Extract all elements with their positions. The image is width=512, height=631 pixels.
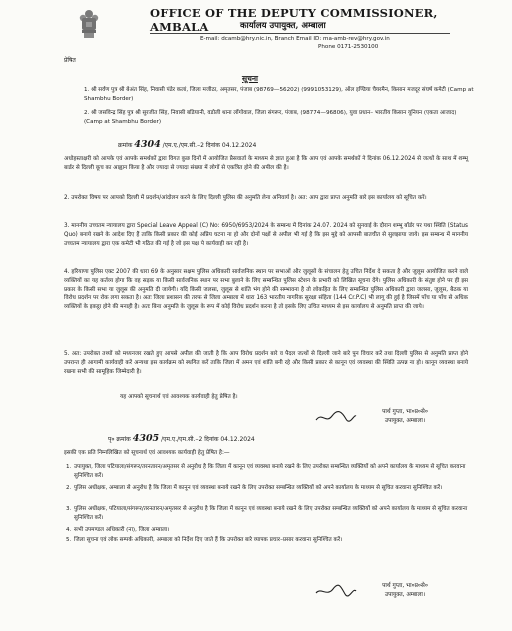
- notice-title: सूचना: [242, 74, 258, 83]
- copy-intro: इसकी एक प्रति निम्नलिखित को सूचनार्थ एवं आवश्यक कार्यवाही हेतु प्रेषित है:—: [64, 450, 230, 456]
- to-label: प्रेषित: [64, 57, 76, 64]
- reference-line-1: [118, 139, 256, 150]
- office-subtitle: कार्यालय उपायुक्त, अम्बाला: [240, 21, 326, 31]
- copy-item: 3. पुलिस अधीक्षक, पटियाला/संगरूर/तरनतारन/अमृतसर से अनुरोध है कि जिला में कानून एवं व्यवस्था बनाये रखने के लिए उपरोक्त सम्बन्धित व्यक्तियों को अपने कार्यालय के माध्यम से सूचित करवाना सुनिश्चित करें।: [66, 506, 468, 521]
- signatory-designation-2: उपायुक्त, अम्बाला।: [384, 591, 426, 598]
- office-title: OFFICE OF THE DEPUTY COMMISSIONER, AMBALA: [150, 6, 438, 34]
- signature-block: [360, 408, 450, 425]
- paragraph-2: 2. उपरोक्त विषय पर आपको दिल्ली में प्रदर्शन/आंदोलन करने के लिए दिल्ली पुलिस की अनुमति लेना अनिवार्य है। अत: आप द्वारा प्राप्त अनुमति बारे इस कार्यालय को सूचित करें।: [64, 195, 427, 201]
- reference-number: 4304: [134, 139, 161, 150]
- signatory-designation: उपायुक्त, अम्बाला।: [384, 417, 426, 424]
- paragraph-3: 3. माननीय उच्चतम न्यायालय द्वारा Special Leave Appeal (C) No: 6950/6953/2024 के सम्बन्ध में दिनांक 24.07. 2024 को सुनवाई के दौरान शम्भू बॉर्डर पर यथा स्थिति (Status Quo) बनाये रखने के आदेश दिए हैं ताकि किसी प्रकार की कोई अप्रिय घटना ना हो और दोनों पक्षों से अपील भी गई है कि इस मुद्दे को आपसी बातचीत से सुलझाया जाये। इस सम्बन्ध में माननीय उच्चतम न्यायालय द्वारा एक कमेटी भी गठित की गई है जो इस पक्ष पे कार्यवाही कर रही है।: [64, 223, 468, 247]
- addressee-2: 2. श्री जसविन्द्र सिंह पुत्र श्री सुरजीत सिंह, निवासी बडियानी, वडोली थाना लोंगोवाल, जिला संगरूर, पंजाब, (98774—96806), युवा प्रधान– भारतीय किसान यूनियन (एकता आजाद) (Camp at Shambhu Border): [84, 110, 457, 125]
- paragraph-intro: अधोहस्ताक्षरी को आपके एवं आपके समर्थकों द्वारा विगत कुछ दिनों में आयोजित प्रैसवार्ता के माध्यम से ज्ञात हुआ है कि आप एवं आपके समर्थकों ने दिनांक 06.12.2024 से जत्थों के साथ में शम्भू बार्डर से दिल्ली कूच का आह्वान किया है और ज्यादा से ज्यादा संख्या में लोगों से एकत्रित होने की अपील की है।: [64, 156, 468, 171]
- reference-line-2: [108, 433, 255, 444]
- reference-number-2: 4305: [132, 433, 160, 444]
- signatory-name: पार्थ गुप्ता, भा०प्र०से०: [382, 409, 428, 415]
- signature-block-2: [360, 582, 450, 599]
- reference-rest: /एम.ए./एम.सी.–2 दिनांक 04.12.2024: [162, 142, 257, 149]
- paragraph-5: 5. अत: उपरोक्त तथ्यों को मध्यनजर रखते हुए आपसे अपील की जाती है कि आप विरोध प्रदर्शन बारे व पैदल जत्थों से दिल्ली जाने बारे पुन विचार करें तथा दिल्ली पुलिस से अनुमति प्राप्त होने उपरान्त ही आगामी कार्यवाही करें अन्यथा इस कार्यक्रम को स्थगित करें ताकि जिला में अमन एवं शांति बनी रहे और किसी प्रकार से कानून एवं व्यवस्था की स्थिति उत्पन्न ना हो। कानून व्यवस्था बनाये रखना सभी की सामूहिक जिम्मेदारी है।: [64, 351, 468, 375]
- copy-item: 2. पुलिस अधीक्षक, अम्बाला से अनुरोध है कि जिला में कानून एवं व्यवस्था बनाये रखने के लिए उपरोक्त सम्बन्धित व्यक्तियों को अपने कार्यालय के माध्यम से सूचित करवाना सुनिश्चित करें।: [66, 485, 443, 491]
- signature-scribble-icon: [314, 584, 358, 598]
- reference-prefix-2: पृ० क्रमांक: [108, 436, 131, 443]
- header-divider: [150, 33, 450, 34]
- reference-prefix: क्रमांक: [118, 142, 133, 149]
- copy-item: 1. उपायुक्त, जिला पटियाला/संगरूर/तरनतारन/अमृतसर से अनुरोध है कि जिला में कानून एवं व्यवस्था बनाये रखने के लिए उपरोक्त सम्बन्धित व्यक्तियों को अपने कार्यालय के माध्यम से सूचित करवाना सुनिश्चित करें।: [66, 464, 466, 479]
- signature-scribble-icon: [314, 410, 358, 424]
- paragraph-4: 4. हरियाणा पुलिस एक्ट 2007 की धारा 69 के अनुसार सक्षम पुलिस अधिकारी सार्वजनिक स्थान पर सभाओं और जुलूसों के संचालन हेतु उचित निर्देश दे सकता है और जुलूस आयोजित करने वाले व्यक्तियों का यह कर्तव्य होगा कि वह सड़क या किसी सार्वजनिक स्थान पर सभा बुलाने के लिए सम्बन्धित पुलिस स्टेशन के प्रभारी को लिखित सूचना देंगे। पुलिस अधिकारी के संतुष्ट होने पर ही इस प्रकार के किसी सभा या जुलूस की अनुमति दी जायेगी। यदि किसी जलसा, जुलूस से शांति भंग होने की सम्भावना है तो लोकहित के लिए सम्बन्धित पुलिस अधिकारी द्वारा जलसा, जुलूस, बैठक या विरोध प्रदर्शन पर रोक लगा सकता है। अतः जिला प्रशासन की तरफ से जिला अम्बाला में धारा 163 भारतीय नागरिक सुरक्षा संहिता (144 Cr.P.C) भी लागू की हुई है जिसमें पाँच या पाँच से अधिक व्यक्तियों के इकट्ठा होने की मनाही है। अतः बिना अनुमति के जुलूस के रूप में कोई विरोध प्रदर्शन करना है तो इसके लिए उचित माध्यम से इस कार्यालय से अनुमति प्राप्त की जाये।: [64, 269, 468, 311]
- state-emblem-icon: [78, 6, 100, 40]
- addressee-1: 1. श्री सर्वण पुत्र श्री बेअंत सिंह, निवासी पंडेर कलां, जिला मजीठा, अमृतसर, पंजाब (98769—56202) (9991053129), ऑल इण्डिया चैयरमैन, किसान मजदूर संघर्ष कमेटी (Camp at Shambhu Border): [84, 87, 474, 102]
- copy-item: 4. सभी उपमण्डल अधिकारी (ना), जिला अम्बाला।: [66, 527, 170, 533]
- copy-item: 5. जिला सूचना एवं लोक सम्पर्क अधिकारी, अम्बाला को निर्देश दिए जाते हैं कि उपरोक्त बारे व्यापक प्रचार–प्रसार करवाना सुनिश्चित करें।: [66, 537, 343, 543]
- closing-line: यह आपको सूचनार्थ एवं आवश्यक कार्यवाही हेतु प्रेषित है।: [120, 394, 238, 400]
- signatory-name-2: पार्थ गुप्ता, भा०प्र०से०: [382, 583, 428, 589]
- phone-line: Phone 0171-2530100: [318, 44, 379, 50]
- email-line: E-mail: dcamb@hry.nic.in, Branch Email ID: ma-amb-rev@hry.gov.in: [200, 36, 390, 42]
- reference-rest-2: /एम.ए./एम.सी.–2 दिनांक 04.12.2024: [161, 436, 255, 443]
